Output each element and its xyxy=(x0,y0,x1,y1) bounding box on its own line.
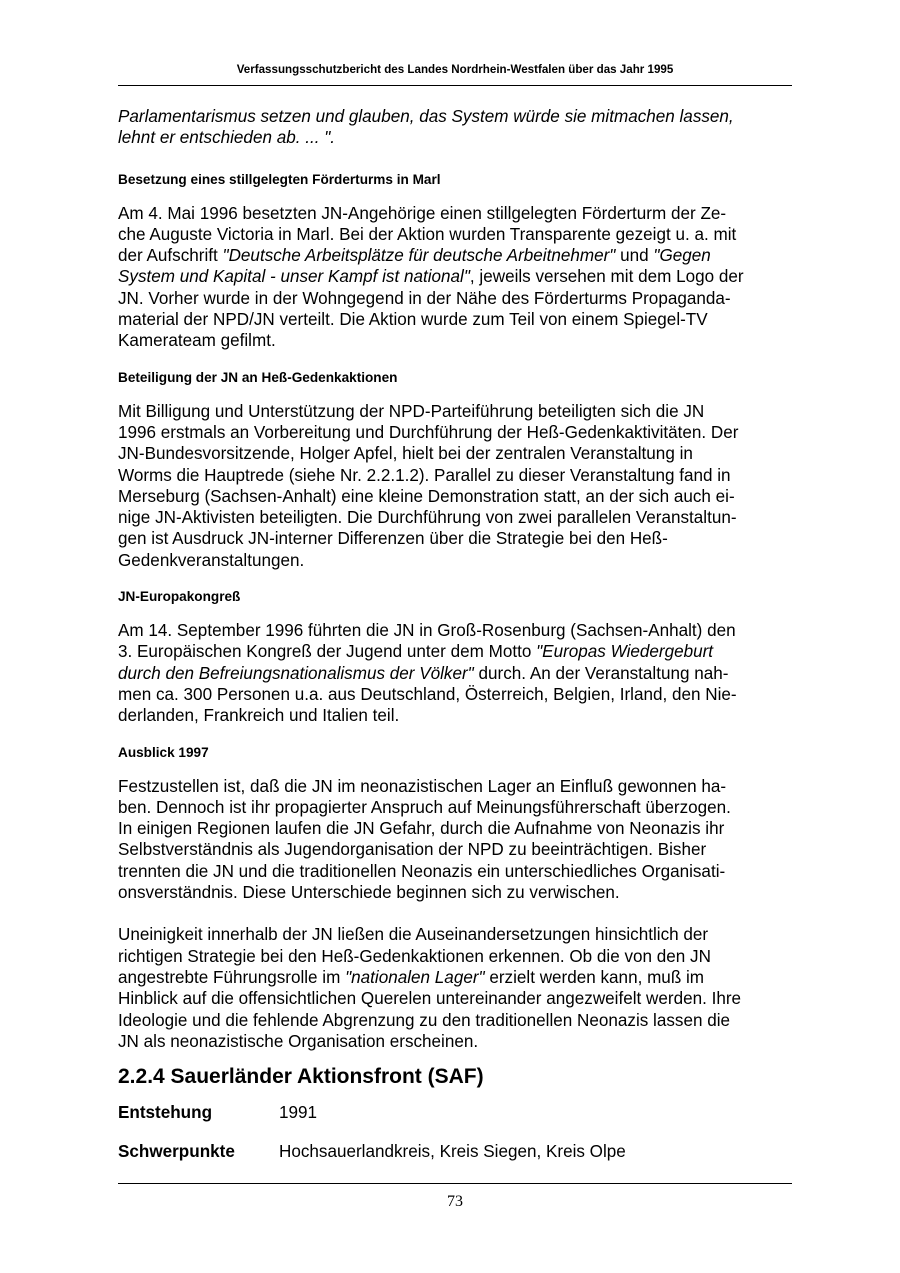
text-line: 1996 erstmals an Vorbereitung und Durchführung der Heß-Gedenkaktivitäten. Der xyxy=(118,422,739,442)
quote-slogan: "Deutsche Arbeitsplätze für deutsche Arbeitnehmer" xyxy=(222,246,616,266)
text-line: JN als neonazistische Organisation erscheinen. xyxy=(118,1031,479,1051)
text-line: Am 4. Mai 1996 besetzten JN-Angehörige einen stillgelegten Förderturm der Ze- xyxy=(118,203,727,223)
text-line: trennten die JN und die traditionellen Neonazis ein unterschiedliches Organisati- xyxy=(118,861,726,881)
section-heading-marl: Besetzung eines stillgelegten Förderturms in Marl xyxy=(118,171,441,187)
text-line: ben. Dennoch ist ihr propagierter Anspruch auf Meinungsführerschaft überzogen. xyxy=(118,797,731,817)
quote-motto: "Europas Wiedergeburt xyxy=(536,642,714,662)
text-line: Uneinigkeit innerhalb der JN ließen die Auseinandersetzungen hinsichtlich der xyxy=(118,925,709,945)
text-line: nige JN-Aktivisten beteiligten. Die Durchführung von zwei parallelen Veranstaltun- xyxy=(118,508,737,528)
header-rule xyxy=(118,85,792,86)
intro-quote-line: Parlamentarismus setzen und glauben, das System würde sie mitmachen lassen, xyxy=(118,107,734,126)
saf-row-value: Hochsauerlandkreis, Kreis Siegen, Kreis Olpe xyxy=(279,1142,626,1162)
section-heading-ausblick: Ausblick 1997 xyxy=(118,744,209,760)
text-line: material der NPD/JN verteilt. Die Aktion wurde zum Teil von einem Spiegel-TV xyxy=(118,310,708,330)
paragraph-ausblick-1 xyxy=(118,776,786,904)
quote-motto: durch den Befreiungsnationalismus der Völker" xyxy=(118,663,474,683)
section-heading-hess: Beteiligung der JN an Heß-Gedenkaktionen xyxy=(118,369,398,385)
text-line: Gedenkveranstaltungen. xyxy=(118,550,305,570)
paragraph-europakongress xyxy=(118,620,786,726)
text-line: Ideologie und die fehlende Abgrenzung zu den traditionellen Neonazis lassen die xyxy=(118,1010,731,1030)
saf-row-entstehung xyxy=(118,1102,786,1123)
text-line: Selbstverständnis als Jugendorganisation der NPD zu beeinträchtigen. Bisher xyxy=(118,840,707,860)
text-line: angestrebte Führungsrolle im xyxy=(118,967,346,987)
text-line: men ca. 300 Personen u.a. aus Deutschland, Österreich, Belgien, Irland, den Nie- xyxy=(118,684,737,704)
text-line: gen ist Ausdruck JN-interner Differenzen über die Strategie bei den Heß- xyxy=(118,529,668,549)
page-content xyxy=(118,106,786,1163)
text-line: Merseburg (Sachsen-Anhalt) eine kleine Demonstration statt, an der sich auch ei- xyxy=(118,486,735,506)
intro-quote xyxy=(118,106,786,149)
text-line: Worms die Hauptrede (siehe Nr. 2.2.1.2). Parallel zu dieser Veranstaltung fand in xyxy=(118,465,731,485)
text-line: onsverständnis. Diese Unterschiede beginnen sich zu verwischen. xyxy=(118,883,620,903)
text-line: Hinblick auf die offensichtlichen Querelen untereinander angezweifelt werden. Ihre xyxy=(118,989,742,1009)
text-line: Mit Billigung und Unterstützung der NPD-Parteiführung beteiligten sich die JN xyxy=(118,401,705,421)
paragraph-ausblick-2 xyxy=(118,924,786,1052)
saf-row-schwerpunkte xyxy=(118,1141,786,1162)
text-line: und xyxy=(615,246,654,266)
running-header: Verfassungsschutzbericht des Landes Nordrhein-Westfalen über das Jahr 1995 xyxy=(236,63,674,76)
section-heading-saf: 2.2.4 Sauerländer Aktionsfront (SAF) xyxy=(118,1065,484,1089)
text-line: , jeweils versehen mit dem Logo der xyxy=(469,267,744,287)
text-line: derlanden, Frankreich und Italien teil. xyxy=(118,706,400,726)
text-line: JN-Bundesvorsitzende, Holger Apfel, hielt bei der zentralen Veranstaltung in xyxy=(118,444,693,464)
section-heading-europakongress: JN-Europakongreß xyxy=(118,589,241,605)
intro-quote-line: lehnt er entschieden ab. ... ". xyxy=(118,128,336,148)
text-line: In einigen Regionen laufen die JN Gefahr, durch die Aufnahme von Neonazis ihr xyxy=(118,819,725,839)
saf-row-key: Entstehung xyxy=(118,1103,213,1123)
paragraph-marl xyxy=(118,203,786,352)
text-line: 3. Europäischen Kongreß der Jugend unter dem Motto xyxy=(118,642,537,662)
saf-row-value: 1991 xyxy=(279,1103,318,1123)
text-line: Am 14. September 1996 führten die JN in Groß-Rosenburg (Sachsen-Anhalt) den xyxy=(118,621,736,641)
text-line: che Auguste Victoria in Marl. Bei der Aktion wurden Transparente gezeigt u. a. mit xyxy=(118,224,737,244)
text-line: Kamerateam gefilmt. xyxy=(118,331,276,351)
quote-term: "nationalen Lager" xyxy=(345,967,485,987)
saf-row-key: Schwerpunkte xyxy=(118,1142,235,1162)
page-number: 73 xyxy=(447,1193,463,1210)
quote-slogan: "Gegen xyxy=(653,246,711,266)
footer-rule xyxy=(118,1183,792,1184)
quote-slogan: System und Kapital - unser Kampf ist national" xyxy=(118,267,470,287)
text-line: durch. An der Veranstaltung nah- xyxy=(473,663,729,683)
text-line: der Aufschrift xyxy=(118,246,223,266)
text-line: richtigen Strategie bei den Heß-Gedenkaktionen erkennen. Ob die von den JN xyxy=(118,946,711,966)
paragraph-hess xyxy=(118,401,786,571)
text-line: erzielt werden kann, muß im xyxy=(484,967,705,987)
text-line: JN. Vorher wurde in der Wohngegend in der Nähe des Förderturms Propaganda- xyxy=(118,288,731,308)
text-line: Festzustellen ist, daß die JN im neonazistischen Lager an Einfluß gewonnen ha- xyxy=(118,776,727,796)
